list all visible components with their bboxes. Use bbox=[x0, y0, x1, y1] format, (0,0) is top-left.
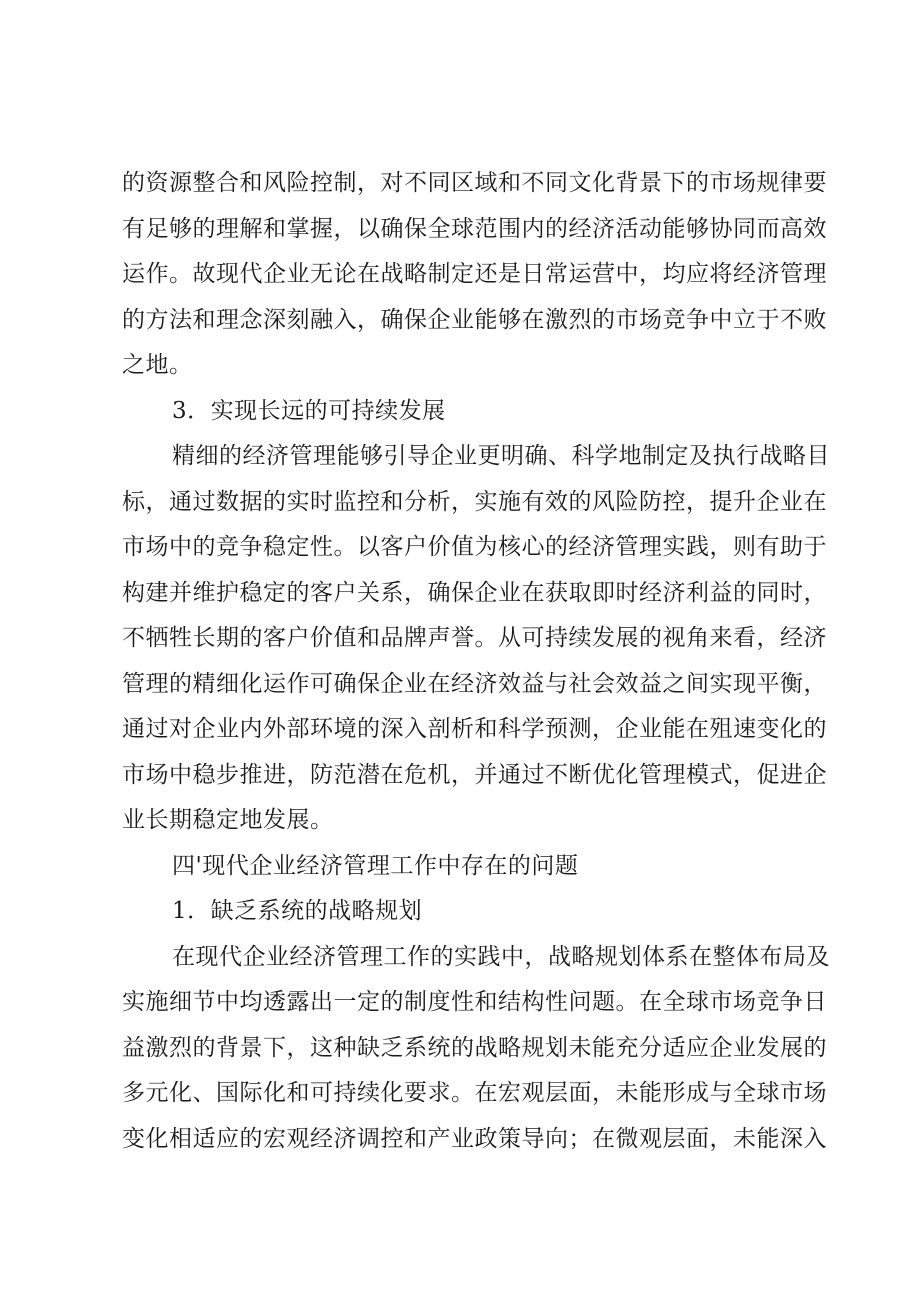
paragraph-line: 之地。 bbox=[122, 352, 193, 378]
paragraph-line: 管理的精细化运作可确保企业在经济效益与社会效益之间实现平衡， bbox=[122, 671, 827, 697]
paragraph-line: 的资源整合和风险控制，对不同区域和不同文化背景下的市场规律要 bbox=[122, 170, 827, 196]
subsection-heading: 3．实现长远的可持续发展 bbox=[172, 398, 446, 424]
paragraph-line: 市场中稳步推进，防范潜在危机，并通过不断优化管理模式，促进企 bbox=[122, 762, 827, 788]
paragraph-line: 实施细节中均透露出一定的制度性和结构性问题。在全球市场竞争日 bbox=[122, 989, 827, 1015]
paragraph-line: 业长期稳定地发展。 bbox=[122, 807, 334, 833]
paragraph-line: 变化相适应的宏观经济调控和产业政策导向；在微观层面，未能深入 bbox=[122, 1126, 827, 1152]
paragraph-line: 标，通过数据的实时监控和分析，实施有效的风险防控，提升企业在 bbox=[122, 489, 827, 515]
paragraph-line: 运作。故现代企业无论在战略制定还是日常运营中，均应将经济管理 bbox=[122, 261, 827, 287]
paragraph-line: 不牺牲长期的客户价值和品牌声誉。从可持续发展的视角来看，经济 bbox=[122, 625, 827, 651]
paragraph-line: 精细的经济管理能够引导企业更明确、科学地制定及执行战略目 bbox=[172, 443, 830, 469]
section-heading: 四'现代企业经济管理工作中存在的问题 bbox=[172, 853, 579, 879]
paragraph-line: 益激烈的背景下，这种缺乏系统的战略规划未能充分适应企业发展的 bbox=[122, 1035, 827, 1061]
paragraph-line: 构建并维护稳定的客户关系，确保企业在获取即时经济利益的同时， bbox=[122, 580, 827, 606]
subsection-heading: 1．缺乏系统的战略规划 bbox=[172, 898, 423, 924]
paragraph-line: 通过对企业内外部环境的深入剖析和科学预测，企业能在殂速变化的 bbox=[122, 716, 827, 742]
paragraph-line: 的方法和理念深刻融入，确保企业能够在激烈的市场竞争中立于不败 bbox=[122, 307, 827, 333]
paragraph-line: 多元化、国际化和可持续化要求。在宏观层面，未能形成与全球市场 bbox=[122, 1080, 827, 1106]
paragraph-line: 有足够的理解和掌握，以确保全球范围内的经济活动能够协同而高效 bbox=[122, 216, 827, 242]
paragraph-line: 在现代企业经济管理工作的实践中，战略规划体系在整体布局及 bbox=[172, 944, 830, 970]
paragraph-line: 市场中的竞争稳定性。以客户价值为核心的经济管理实践，则有助于 bbox=[122, 534, 827, 560]
